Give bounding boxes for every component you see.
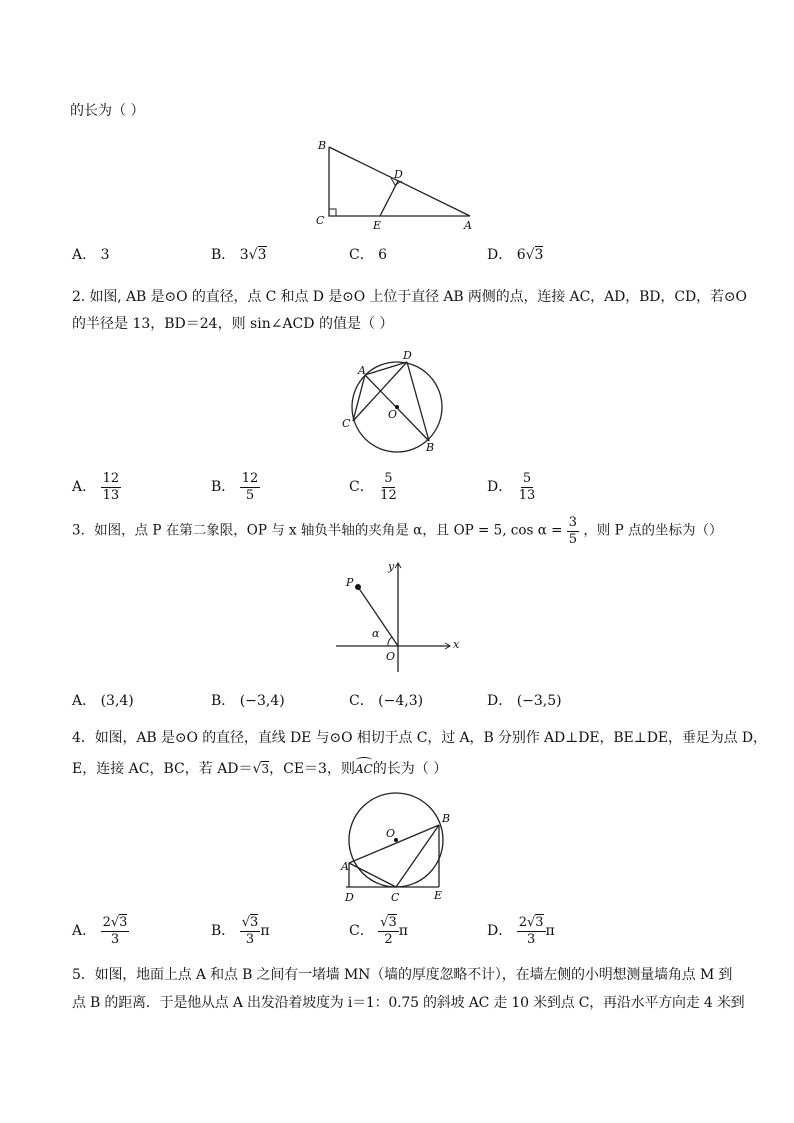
q3-option-d: D． (−3,5) — [487, 693, 562, 709]
q2-option-b: B． $\frac{12}{5}$ — [211, 471, 259, 503]
q1-tail-text: 的长为（ ） — [70, 103, 145, 119]
q3-label-x: x — [453, 638, 460, 651]
q3-option-a: A． (3,4) — [72, 693, 134, 709]
q2-line1: 2. 如图, AB 是⊙O 的直径，点 C 和点 D 是⊙O 上位于直径 AB 两侧的点，连接 AC，AD，BD，CD，若⊙O — [72, 289, 747, 305]
q4-label-b: B — [442, 812, 451, 825]
q3-label-alpha: α — [372, 627, 380, 640]
q4-label-e: E — [434, 889, 443, 902]
q3-stem: 3．如图，点 P 在第二象限，OP 与 x 轴负半轴的夹角是 α，且 OP = 5, cos α = $\frac{3}{5}$ ，则 P 点的坐标为（） — [72, 515, 723, 547]
q4-option-a: A． $\frac{2√3}{3}$ — [72, 915, 128, 947]
q3-label-y: y — [388, 560, 395, 573]
q2-option-d: D． $\frac{5}{13}$ — [487, 471, 536, 503]
q2-label-a: A — [358, 364, 366, 377]
q4-label-c: C — [391, 891, 400, 904]
q2-option-c: C． $\frac{5}{12}$ — [349, 471, 397, 503]
q4-label-o: O — [386, 827, 396, 840]
q3-option-b: B． (−3,4) — [211, 693, 285, 709]
q4-option-d: D． $\frac{2√3}{3}$ π — [487, 915, 555, 947]
q4-option-b: B． $\frac{√3}{3}$ π — [211, 915, 270, 947]
q5-line2: 点 B 的距离．于是他从点 A 出发沿着坡度为 i＝1：0.75 的斜坡 AC 走 10 米到点 C，再沿水平方向走 4 米到 — [72, 995, 745, 1011]
q1-option-d: D． 6√3 — [487, 247, 544, 263]
q3-label-p: P — [346, 576, 354, 589]
q1-option-b: B． 3√3 — [211, 247, 267, 263]
q1-option-a: A． 3 — [72, 247, 110, 263]
q3-label-o: O — [386, 650, 396, 663]
q2-label-o: O — [388, 408, 398, 421]
q2-option-a: A． $\frac{12}{13}$ — [72, 471, 120, 503]
q1-label-d: D — [394, 168, 403, 181]
q2-line2: 的半径是 13，BD＝24，则 sin∠ACD 的值是（ ） — [72, 316, 394, 332]
q2-label-c: C — [342, 417, 351, 430]
q1-label-c: C — [316, 214, 325, 227]
q1-label-b: B — [318, 139, 327, 152]
q1-label-e: E — [373, 219, 382, 232]
q5-line1: 5．如图，地面上点 A 和点 B 之间有一堵墙 MN（墙的厚度忽略不计），在墙左侧的小明想测量墙角点 M 到 — [72, 967, 733, 983]
q1-option-c: C． 6 — [349, 247, 388, 263]
q4-label-a: A — [341, 860, 349, 873]
q4-option-c: C． $\frac{√3}{2}$ π — [349, 915, 408, 947]
q4-label-d: D — [345, 891, 354, 904]
q4-line2: E，连接 AC，BC，若 AD＝√3，CE＝3，则AC 的长为（ ） — [72, 762, 447, 776]
q2-label-d: D — [403, 349, 412, 362]
q3-option-c: C． (−4,3) — [349, 693, 424, 709]
q2-label-b: B — [426, 441, 435, 454]
q4-line1: 4．如图，AB 是⊙O 的直径，直线 DE 与⊙O 相切于点 C，过 A，B 分别作 AD⊥DE，BE⊥DE，垂足为点 D， — [72, 730, 767, 746]
q1-label-a: A — [464, 219, 472, 232]
